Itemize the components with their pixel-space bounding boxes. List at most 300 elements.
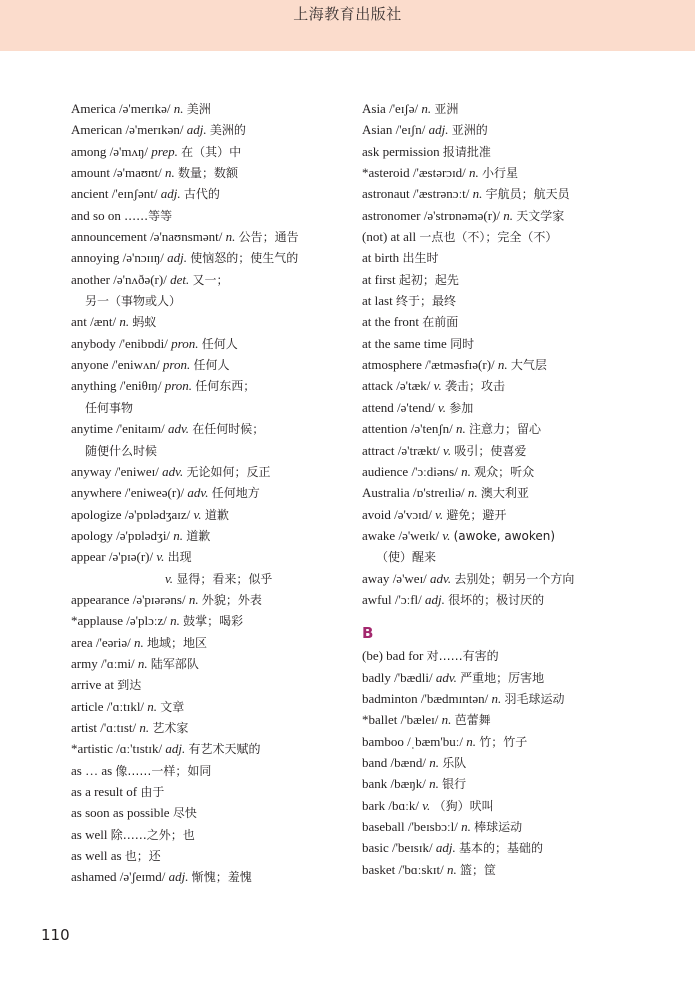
entry-phonetic: /ɒ'streɪliə/ bbox=[412, 485, 465, 501]
entry-definition: 美洲的 bbox=[209, 123, 246, 138]
glossary-entry bbox=[362, 482, 662, 503]
entry-word: arrive at bbox=[71, 677, 114, 693]
entry-word: apologize bbox=[71, 506, 122, 522]
glossary-entry bbox=[71, 802, 351, 823]
glossary-entry bbox=[71, 568, 351, 589]
entry-phonetic: /'bædmɪntən/ bbox=[420, 690, 489, 706]
entry-definition: 任何地方 bbox=[211, 486, 260, 501]
entry-part-of-speech: adv. bbox=[167, 421, 190, 437]
glossary-entry bbox=[71, 333, 351, 354]
entry-definition: 参加 bbox=[449, 400, 474, 415]
entry-part-of-speech: v. bbox=[422, 797, 431, 813]
entry-phonetic: /ə'nɔɪɪŋ/ bbox=[122, 250, 164, 266]
glossary-entry bbox=[362, 709, 662, 730]
entry-phonetic: /ə'naʊnsmənt/ bbox=[150, 229, 223, 245]
entry-word: *artistic bbox=[71, 741, 113, 757]
entry-part-of-speech: n. bbox=[139, 719, 150, 735]
publisher-name: 上海教育出版社 bbox=[293, 5, 402, 23]
glossary-entry bbox=[71, 461, 351, 482]
entry-phonetic: /'bɑːskɪt/ bbox=[398, 861, 444, 877]
entry-word: (be) bad for bbox=[362, 648, 424, 664]
page-number: 110 bbox=[41, 926, 70, 944]
glossary-entry bbox=[362, 752, 662, 773]
entry-part-of-speech: v. bbox=[437, 399, 447, 415]
entry-definition: 在前面 bbox=[422, 315, 459, 330]
entry-part-of-speech: n. bbox=[225, 229, 236, 245]
entry-word: astronaut bbox=[362, 186, 410, 202]
glossary-entry bbox=[362, 667, 662, 688]
entry-part-of-speech: v. bbox=[156, 549, 165, 565]
entry-phonetic: /ə'maʊnt/ bbox=[113, 165, 162, 181]
entry-word: awful bbox=[362, 591, 392, 607]
glossary-entry bbox=[71, 845, 351, 866]
entry-part-of-speech: v. bbox=[193, 506, 202, 522]
entry-definition: 终于；最终 bbox=[395, 294, 456, 309]
entry-part-of-speech: v. bbox=[435, 506, 444, 522]
entry-definition: 除……之外；也 bbox=[110, 827, 195, 842]
entry-definition: ……等等 bbox=[124, 208, 173, 223]
entry-part-of-speech: n. bbox=[469, 165, 479, 181]
entry-part-of-speech: adv. bbox=[187, 485, 209, 501]
entry-part-of-speech: adv. bbox=[435, 669, 457, 685]
entry-part-of-speech: adj. bbox=[165, 741, 186, 757]
glossary-entry bbox=[362, 205, 662, 226]
entry-definition: 另一（事物或人） bbox=[85, 294, 182, 309]
entry-word: bark bbox=[362, 797, 386, 813]
glossary-entry bbox=[362, 859, 662, 880]
entry-part-of-speech: n. bbox=[503, 207, 514, 223]
glossary-entry bbox=[71, 653, 351, 674]
entry-word: as well as bbox=[71, 848, 122, 864]
entry-part-of-speech: v. bbox=[442, 527, 451, 543]
entry-definition: 篮；筐 bbox=[459, 862, 496, 877]
glossary-entry bbox=[362, 375, 662, 396]
entry-definition: 亚洲的 bbox=[451, 123, 488, 138]
entry-phonetic: /ə'weɪk/ bbox=[398, 527, 440, 543]
entry-part-of-speech: n. bbox=[461, 819, 471, 834]
entry-phonetic: /ə'tend/ bbox=[397, 399, 435, 415]
entry-word: another bbox=[71, 271, 110, 287]
glossary-entry bbox=[71, 98, 351, 119]
entry-word: area bbox=[71, 634, 93, 650]
entry-definition: 任何东西； bbox=[195, 379, 256, 394]
entry-definition: 小行星 bbox=[482, 166, 519, 181]
glossary-entry bbox=[71, 781, 351, 802]
entry-word: at birth bbox=[362, 250, 400, 266]
glossary-entry bbox=[71, 504, 351, 525]
entry-part-of-speech: n. bbox=[421, 101, 432, 116]
entry-word: army bbox=[71, 655, 98, 671]
entry-word: American bbox=[71, 122, 123, 138]
entry-part-of-speech: n. bbox=[137, 655, 148, 671]
entry-definition: 任何事物 bbox=[85, 400, 134, 415]
glossary-entry bbox=[71, 205, 351, 226]
entry-definition: 观众；听众 bbox=[474, 464, 535, 479]
entry-word: ant bbox=[71, 314, 87, 330]
glossary-entry bbox=[362, 162, 662, 183]
entry-part-of-speech: adj. bbox=[168, 869, 189, 885]
entry-phonetic: /ə'trækt/ bbox=[397, 442, 440, 458]
glossary-entry bbox=[71, 760, 351, 781]
entry-word: as soon as possible bbox=[71, 805, 170, 821]
entry-word: anyway bbox=[71, 463, 112, 479]
entry-definition: 地域；地区 bbox=[146, 635, 207, 650]
entry-part-of-speech: adj. bbox=[435, 840, 456, 856]
glossary-entry bbox=[362, 461, 662, 482]
entry-word: attract bbox=[362, 442, 395, 458]
glossary-right-column bbox=[362, 98, 662, 880]
entry-definition: （狗）吠叫 bbox=[433, 798, 494, 813]
glossary-entry bbox=[362, 311, 662, 332]
entry-word: anytime bbox=[71, 421, 113, 437]
glossary-entry bbox=[362, 141, 662, 162]
entry-part-of-speech: v. bbox=[443, 442, 452, 458]
glossary-entry bbox=[362, 354, 662, 375]
entry-phonetic: /'beɪsbɔːl/ bbox=[407, 819, 458, 834]
entry-part-of-speech: adj. bbox=[167, 250, 188, 266]
entry-word: badminton bbox=[362, 690, 418, 706]
entry-definition: 严重地；厉害地 bbox=[460, 670, 545, 685]
entry-word: at the front bbox=[362, 314, 420, 330]
entry-part-of-speech: n. bbox=[456, 421, 466, 437]
entry-phonetic: /'ɑːtɪkl/ bbox=[106, 698, 145, 714]
glossary-entry bbox=[362, 525, 662, 546]
entry-definition: 有艺术天赋的 bbox=[188, 742, 261, 757]
entry-definition: 注意力；留心 bbox=[469, 422, 542, 437]
entry-definition: 古代的 bbox=[183, 187, 220, 202]
glossary-entry bbox=[71, 610, 351, 631]
entry-definition: 羽毛球运动 bbox=[504, 691, 565, 706]
entry-part-of-speech: n. bbox=[429, 754, 439, 770]
entry-phonetic: /bænd/ bbox=[390, 754, 426, 770]
entry-word: at last bbox=[362, 293, 393, 309]
entry-definition: 袭击；攻击 bbox=[444, 379, 505, 394]
entry-part-of-speech: adj. bbox=[160, 186, 181, 202]
glossary-entry bbox=[362, 247, 662, 268]
entry-word: avoid bbox=[362, 506, 391, 522]
entry-word: apology bbox=[71, 527, 113, 543]
entry-word: basic bbox=[362, 840, 389, 856]
entry-part-of-speech: n. bbox=[133, 634, 144, 650]
entry-word: anybody bbox=[71, 335, 116, 351]
entry-part-of-speech: pron. bbox=[162, 357, 191, 373]
glossary-entry bbox=[71, 440, 351, 461]
entry-word: (not) at all bbox=[362, 229, 417, 245]
entry-definition: 随便什么时候 bbox=[85, 443, 158, 458]
entry-part-of-speech: n. bbox=[497, 357, 508, 373]
glossary-entry bbox=[71, 397, 351, 418]
entry-definition: 避免；避开 bbox=[446, 507, 507, 522]
entry-phonetic: /ə'pɪərəns/ bbox=[132, 591, 186, 607]
entry-definition: (awoke, awoken) bbox=[453, 528, 556, 543]
entry-definition: 艺术家 bbox=[152, 720, 189, 735]
section-letter-b: B bbox=[362, 624, 374, 643]
entry-word: as well bbox=[71, 826, 108, 842]
glossary-entry bbox=[71, 247, 351, 268]
entry-part-of-speech: n. bbox=[119, 314, 130, 330]
glossary-entry bbox=[362, 816, 662, 837]
entry-word: as … as bbox=[71, 762, 113, 778]
entry-part-of-speech: n. bbox=[429, 776, 439, 792]
entry-part-of-speech: n. bbox=[173, 527, 184, 543]
entry-part-of-speech: adj. bbox=[428, 122, 449, 138]
entry-part-of-speech: n. bbox=[446, 861, 457, 877]
entry-definition: 吸引；使喜爱 bbox=[454, 443, 527, 458]
entry-definition: 数量；数额 bbox=[177, 166, 238, 181]
entry-phonetic: /ˌbæm'buː/ bbox=[407, 733, 463, 749]
glossary-entry bbox=[71, 162, 351, 183]
entry-definition: 出现 bbox=[167, 550, 192, 565]
entry-word: *applause bbox=[71, 613, 123, 629]
entry-definition: 道歉 bbox=[204, 507, 229, 522]
entry-phonetic: /'ætməsfɪə(r)/ bbox=[425, 357, 495, 373]
glossary-entry bbox=[71, 269, 351, 290]
glossary-entry bbox=[71, 119, 351, 140]
entry-phonetic: /ə'merɪkə/ bbox=[119, 101, 171, 116]
entry-definition: 鼓掌；喝彩 bbox=[183, 614, 244, 629]
entry-word: bamboo bbox=[362, 733, 404, 749]
entry-phonetic: /bɑːk/ bbox=[388, 797, 419, 813]
entry-word: Asian bbox=[362, 122, 393, 138]
entry-phonetic: /'ɔːdiəns/ bbox=[411, 463, 458, 479]
entry-definition: 乐队 bbox=[442, 755, 467, 770]
entry-word: amount bbox=[71, 165, 110, 181]
entry-phonetic: /ə'ʃeɪmd/ bbox=[119, 869, 166, 885]
glossary-entry bbox=[362, 333, 662, 354]
entry-definition: 大气层 bbox=[510, 358, 547, 373]
entry-word: baseball bbox=[362, 819, 405, 834]
entry-definition: 在（其）中 bbox=[181, 144, 242, 159]
entry-phonetic: /'æstrənɔːt/ bbox=[412, 186, 470, 202]
entry-part-of-speech: v. bbox=[165, 570, 174, 586]
glossary-entry bbox=[71, 824, 351, 845]
glossary-entry bbox=[71, 290, 351, 311]
entry-part-of-speech: det. bbox=[170, 271, 190, 287]
entry-phonetic: /ə'strɒnəmə(r)/ bbox=[423, 207, 501, 223]
entry-phonetic: /ə'mʌŋ/ bbox=[109, 143, 149, 159]
glossary-entry bbox=[71, 546, 351, 567]
entry-part-of-speech: n. bbox=[164, 165, 175, 181]
glossary-entry bbox=[362, 226, 662, 247]
entry-definition: 同时 bbox=[450, 336, 475, 351]
entry-word: astronomer bbox=[362, 207, 421, 223]
glossary-entry bbox=[362, 98, 662, 119]
entry-word: attack bbox=[362, 378, 394, 394]
entry-definition: 出生时 bbox=[402, 251, 439, 266]
entry-word: America bbox=[71, 101, 116, 116]
entry-phonetic: /'eniθɪŋ/ bbox=[119, 378, 162, 394]
entry-phonetic: /ænt/ bbox=[90, 314, 117, 330]
entry-definition: 陆军部队 bbox=[150, 656, 199, 671]
entry-phonetic: /'eniweɪ/ bbox=[114, 463, 159, 479]
entry-part-of-speech: n. bbox=[466, 733, 476, 749]
glossary-left-column bbox=[71, 98, 351, 888]
entry-phonetic: /'ɔːfl/ bbox=[394, 591, 422, 607]
entry-word: at first bbox=[362, 271, 396, 287]
entry-part-of-speech: n. bbox=[173, 101, 184, 116]
glossary-entry bbox=[71, 311, 351, 332]
entry-word: among bbox=[71, 143, 107, 159]
entry-phonetic: /'ɑːmi/ bbox=[100, 655, 135, 671]
entry-definition: 也；还 bbox=[124, 849, 161, 864]
entry-word: band bbox=[362, 754, 388, 770]
entry-definition: 基本的；基础的 bbox=[458, 841, 543, 856]
entry-definition: 对……有害的 bbox=[426, 649, 499, 664]
entry-phonetic: /ə'pɒlədʒi/ bbox=[116, 527, 171, 543]
glossary-entry bbox=[71, 141, 351, 162]
entry-part-of-speech: n. bbox=[461, 463, 471, 479]
entry-definition: 由于 bbox=[140, 785, 165, 799]
entry-phonetic: /'eɪnʃənt/ bbox=[111, 186, 158, 202]
entry-word: awake bbox=[362, 527, 396, 543]
entry-part-of-speech: v. bbox=[433, 378, 442, 394]
entry-part-of-speech: n. bbox=[147, 698, 158, 714]
entry-word: attend bbox=[362, 399, 394, 415]
entry-word: appear bbox=[71, 549, 106, 565]
entry-definition: 道歉 bbox=[186, 528, 211, 543]
entry-phonetic: /'eəriə/ bbox=[95, 634, 131, 650]
entry-definition: 很坏的；极讨厌的 bbox=[448, 592, 545, 607]
entry-word: atmosphere bbox=[362, 357, 422, 373]
entry-word: annoying bbox=[71, 250, 120, 266]
entry-definition: 显得；看来；似乎 bbox=[176, 571, 273, 586]
entry-definition: 任何人 bbox=[193, 358, 230, 373]
entry-phonetic: /ə'pɪə(r)/ bbox=[108, 549, 154, 565]
entry-phonetic: /'beɪsɪk/ bbox=[391, 840, 433, 856]
entry-word: basket bbox=[362, 861, 396, 877]
glossary-entry bbox=[362, 795, 662, 816]
glossary-entry bbox=[362, 290, 662, 311]
entry-phonetic: /bæŋk/ bbox=[390, 776, 426, 792]
entry-definition: 惭愧；羞愧 bbox=[191, 870, 252, 885]
entry-phonetic: /'æstərɔɪd/ bbox=[412, 165, 466, 181]
glossary-entry bbox=[71, 354, 351, 375]
glossary-entry bbox=[362, 589, 662, 610]
entry-definition: 芭蕾舞 bbox=[454, 713, 491, 728]
entry-definition: 到达 bbox=[117, 678, 142, 693]
entry-word: artist bbox=[71, 719, 97, 735]
entry-word: at the same time bbox=[362, 335, 447, 351]
entry-phonetic: /'eɪʃn/ bbox=[395, 122, 426, 138]
entry-word: ancient bbox=[71, 186, 109, 202]
entry-phonetic: /'ɑːtɪst/ bbox=[100, 719, 137, 735]
entry-part-of-speech: adj. bbox=[425, 591, 445, 607]
glossary-entry bbox=[71, 482, 351, 503]
entry-word: anything bbox=[71, 378, 117, 394]
entry-definition: 亚洲 bbox=[434, 102, 459, 116]
entry-phonetic: /'eniwʌn/ bbox=[111, 357, 160, 373]
entry-definition: 去别处；朝另一个方向 bbox=[454, 571, 575, 586]
entry-phonetic: /'enitaɪm/ bbox=[116, 421, 165, 437]
glossary-entry bbox=[362, 837, 662, 858]
entry-definition: （使）醒来 bbox=[376, 550, 437, 565]
glossary-entry bbox=[71, 183, 351, 204]
entry-word: ashamed bbox=[71, 869, 117, 885]
entry-part-of-speech: n. bbox=[472, 186, 483, 202]
entry-part-of-speech: prep. bbox=[151, 143, 178, 159]
entry-word: and so on bbox=[71, 207, 121, 223]
glossary-entry bbox=[362, 688, 662, 709]
entry-definition: 报请批准 bbox=[442, 144, 491, 159]
entry-definition: 天文学家 bbox=[516, 208, 565, 223]
entry-definition: 又一； bbox=[192, 272, 229, 287]
entry-word: ask permission bbox=[362, 143, 440, 159]
entry-phonetic: /ə'weɪ/ bbox=[392, 570, 427, 586]
glossary-entry bbox=[362, 418, 662, 439]
entry-word: badly bbox=[362, 669, 391, 685]
entry-definition: 在任何时候； bbox=[192, 422, 265, 437]
entry-definition: 使恼怒的；使生气的 bbox=[190, 251, 299, 266]
entry-word: attention bbox=[362, 421, 408, 437]
entry-definition: 蚂蚁 bbox=[132, 315, 157, 330]
entry-phonetic: /ə'tenʃn/ bbox=[410, 421, 453, 437]
entry-definition: 美洲 bbox=[186, 102, 211, 116]
entry-part-of-speech: adv. bbox=[162, 463, 184, 479]
entry-definition: 宇航员；航天员 bbox=[485, 187, 570, 202]
glossary-entry bbox=[362, 773, 662, 794]
entry-word: Asia bbox=[362, 101, 386, 116]
glossary-entry bbox=[71, 738, 351, 759]
entry-word: as a result of bbox=[71, 784, 138, 799]
glossary-entry bbox=[71, 866, 351, 887]
publisher-header bbox=[0, 0, 695, 51]
entry-phonetic: /'enibɒdi/ bbox=[119, 335, 168, 351]
glossary-entry bbox=[71, 674, 351, 695]
glossary-entry bbox=[71, 525, 351, 546]
entry-word: bank bbox=[362, 776, 388, 792]
entry-word: *ballet bbox=[362, 712, 398, 728]
entry-definition: 一点也（不）；完全（不） bbox=[419, 230, 558, 245]
entry-word: appearance bbox=[71, 591, 130, 607]
entry-definition: 公告；通告 bbox=[238, 230, 299, 245]
entry-word: away bbox=[362, 570, 390, 586]
glossary-entry bbox=[362, 183, 662, 204]
entry-part-of-speech: pron. bbox=[171, 335, 199, 351]
entry-word: Australia bbox=[362, 485, 410, 501]
entry-phonetic: /ə'nʌðə(r)/ bbox=[113, 271, 167, 287]
entry-phonetic: /ə'vɔɪd/ bbox=[394, 506, 432, 522]
glossary-entry bbox=[362, 546, 662, 567]
glossary-entry bbox=[362, 397, 662, 418]
entry-definition: 外貌；外表 bbox=[201, 592, 262, 607]
entry-phonetic: /'bædli/ bbox=[394, 669, 433, 685]
entry-phonetic: /'eniweə(r)/ bbox=[124, 485, 185, 501]
glossary-entry bbox=[362, 269, 662, 290]
glossary-entry bbox=[362, 504, 662, 525]
glossary-entry bbox=[362, 568, 662, 589]
entry-definition: 银行 bbox=[442, 777, 467, 792]
entry-phonetic: /ə'pɒlədʒaɪz/ bbox=[124, 506, 191, 522]
glossary-entry bbox=[71, 418, 351, 439]
entry-definition: 文章 bbox=[160, 699, 185, 714]
glossary-entry bbox=[71, 696, 351, 717]
entry-part-of-speech: n. bbox=[441, 712, 452, 728]
glossary-entry bbox=[362, 440, 662, 461]
entry-part-of-speech: n. bbox=[188, 591, 199, 607]
entry-definition: 澳大利亚 bbox=[480, 486, 529, 501]
entry-word: audience bbox=[362, 463, 409, 479]
entry-phonetic: /ə'merɪkən/ bbox=[125, 122, 184, 138]
entry-phonetic: /ə'plɔːz/ bbox=[126, 613, 167, 629]
entry-definition: 像……一样；如同 bbox=[115, 763, 212, 778]
entry-definition: 棒球运动 bbox=[474, 820, 523, 834]
entry-part-of-speech: adj. bbox=[186, 122, 207, 138]
entry-phonetic: /'bæleɪ/ bbox=[400, 712, 439, 728]
entry-part-of-speech: n. bbox=[170, 613, 180, 629]
entry-phonetic: /ə'tæk/ bbox=[396, 378, 431, 394]
glossary-entry bbox=[71, 589, 351, 610]
entry-word: *asteroid bbox=[362, 165, 410, 181]
